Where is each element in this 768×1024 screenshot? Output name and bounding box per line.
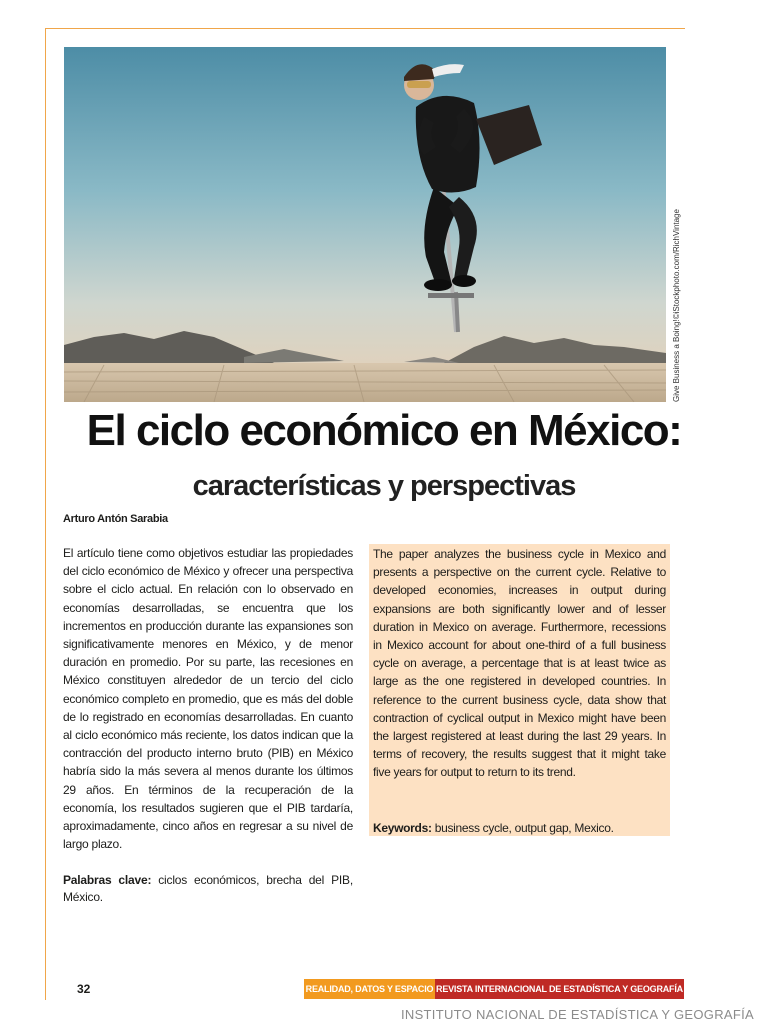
- keywords-spanish: [63, 872, 353, 906]
- keywords-english-label: Keywords:: [373, 821, 432, 835]
- institute-name: INSTITUTO NACIONAL DE ESTADÍSTICA Y GEOGRAFÍA: [400, 1007, 754, 1022]
- left-rule: [45, 28, 46, 1000]
- keywords-english: [373, 821, 666, 835]
- article-subtitle: características y perspectivas: [192, 470, 576, 502]
- photo-credit: Give Business a Boing!©iStockphoto.com/RichVintage: [672, 209, 681, 402]
- keywords-spanish-label: Palabras clave:: [63, 873, 152, 887]
- abstract-spanish-text: El artículo tiene como objetivos estudiar las propiedades del ciclo económico de México y ofrecer una perspectiva sobre el ciclo actual. En relación con lo observado en economías desarrolladas, se encuentra que los incrementos en producción durante las expansiones son significativamente menores en México, y de menor duración en promedio. Por su parte, las recesiones en México constituyen alrededor de un tercio del ciclo económico completo en promedio, que es más del doble de lo registrado en economías desarrolladas. En cuanto al ciclo económico más reciente, los datos indican que la contracción del producto interno bruto (PIB) en México habría sido la más severa al menos durante los últimos 29 años. En términos de la recuperación de la economía, los resultados sugieren que el PIB tardaría, aproximadamente, cinco años en regresar a su nivel de largo plazo.: [63, 546, 353, 852]
- keywords-spanish-text: ciclos económicos, brecha del PIB, México.: [63, 873, 353, 904]
- article-photo: [64, 47, 666, 402]
- journal-subtitle-badge: REVISTA INTERNACIONAL DE ESTADÍSTICA Y GEOGRAFÍA: [435, 979, 684, 999]
- abstract-english-text: The paper analyzes the business cycle in Mexico and presents a perspective on the current cycle. Relative to developed economies, increases in output during expansions are both significantly lower and of lesser duration in Mexico on average. Furthermore, recessions in Mexico account for about one-third of a full business cycle on average, a percentage that is at least twice as large as the one registered in developed countries. In reference to the current business cycle, data show that contraction of cyclical output in Mexico might have been the largest registered at least during the last 29 years. In terms of recovery, the results suggest that it might take five years for output to return to its trend.: [373, 547, 666, 780]
- author-name: Arturo Antón Sarabia: [63, 513, 168, 525]
- journal-name-badge: REALIDAD, DATOS Y ESPACIO: [304, 979, 435, 999]
- abstract-spanish: [63, 544, 353, 853]
- top-rule: [45, 28, 685, 29]
- page-number: 32: [77, 982, 91, 996]
- keywords-english-text: business cycle, output gap, Mexico.: [431, 821, 614, 835]
- article-title: El ciclo económico en México:: [86, 406, 682, 455]
